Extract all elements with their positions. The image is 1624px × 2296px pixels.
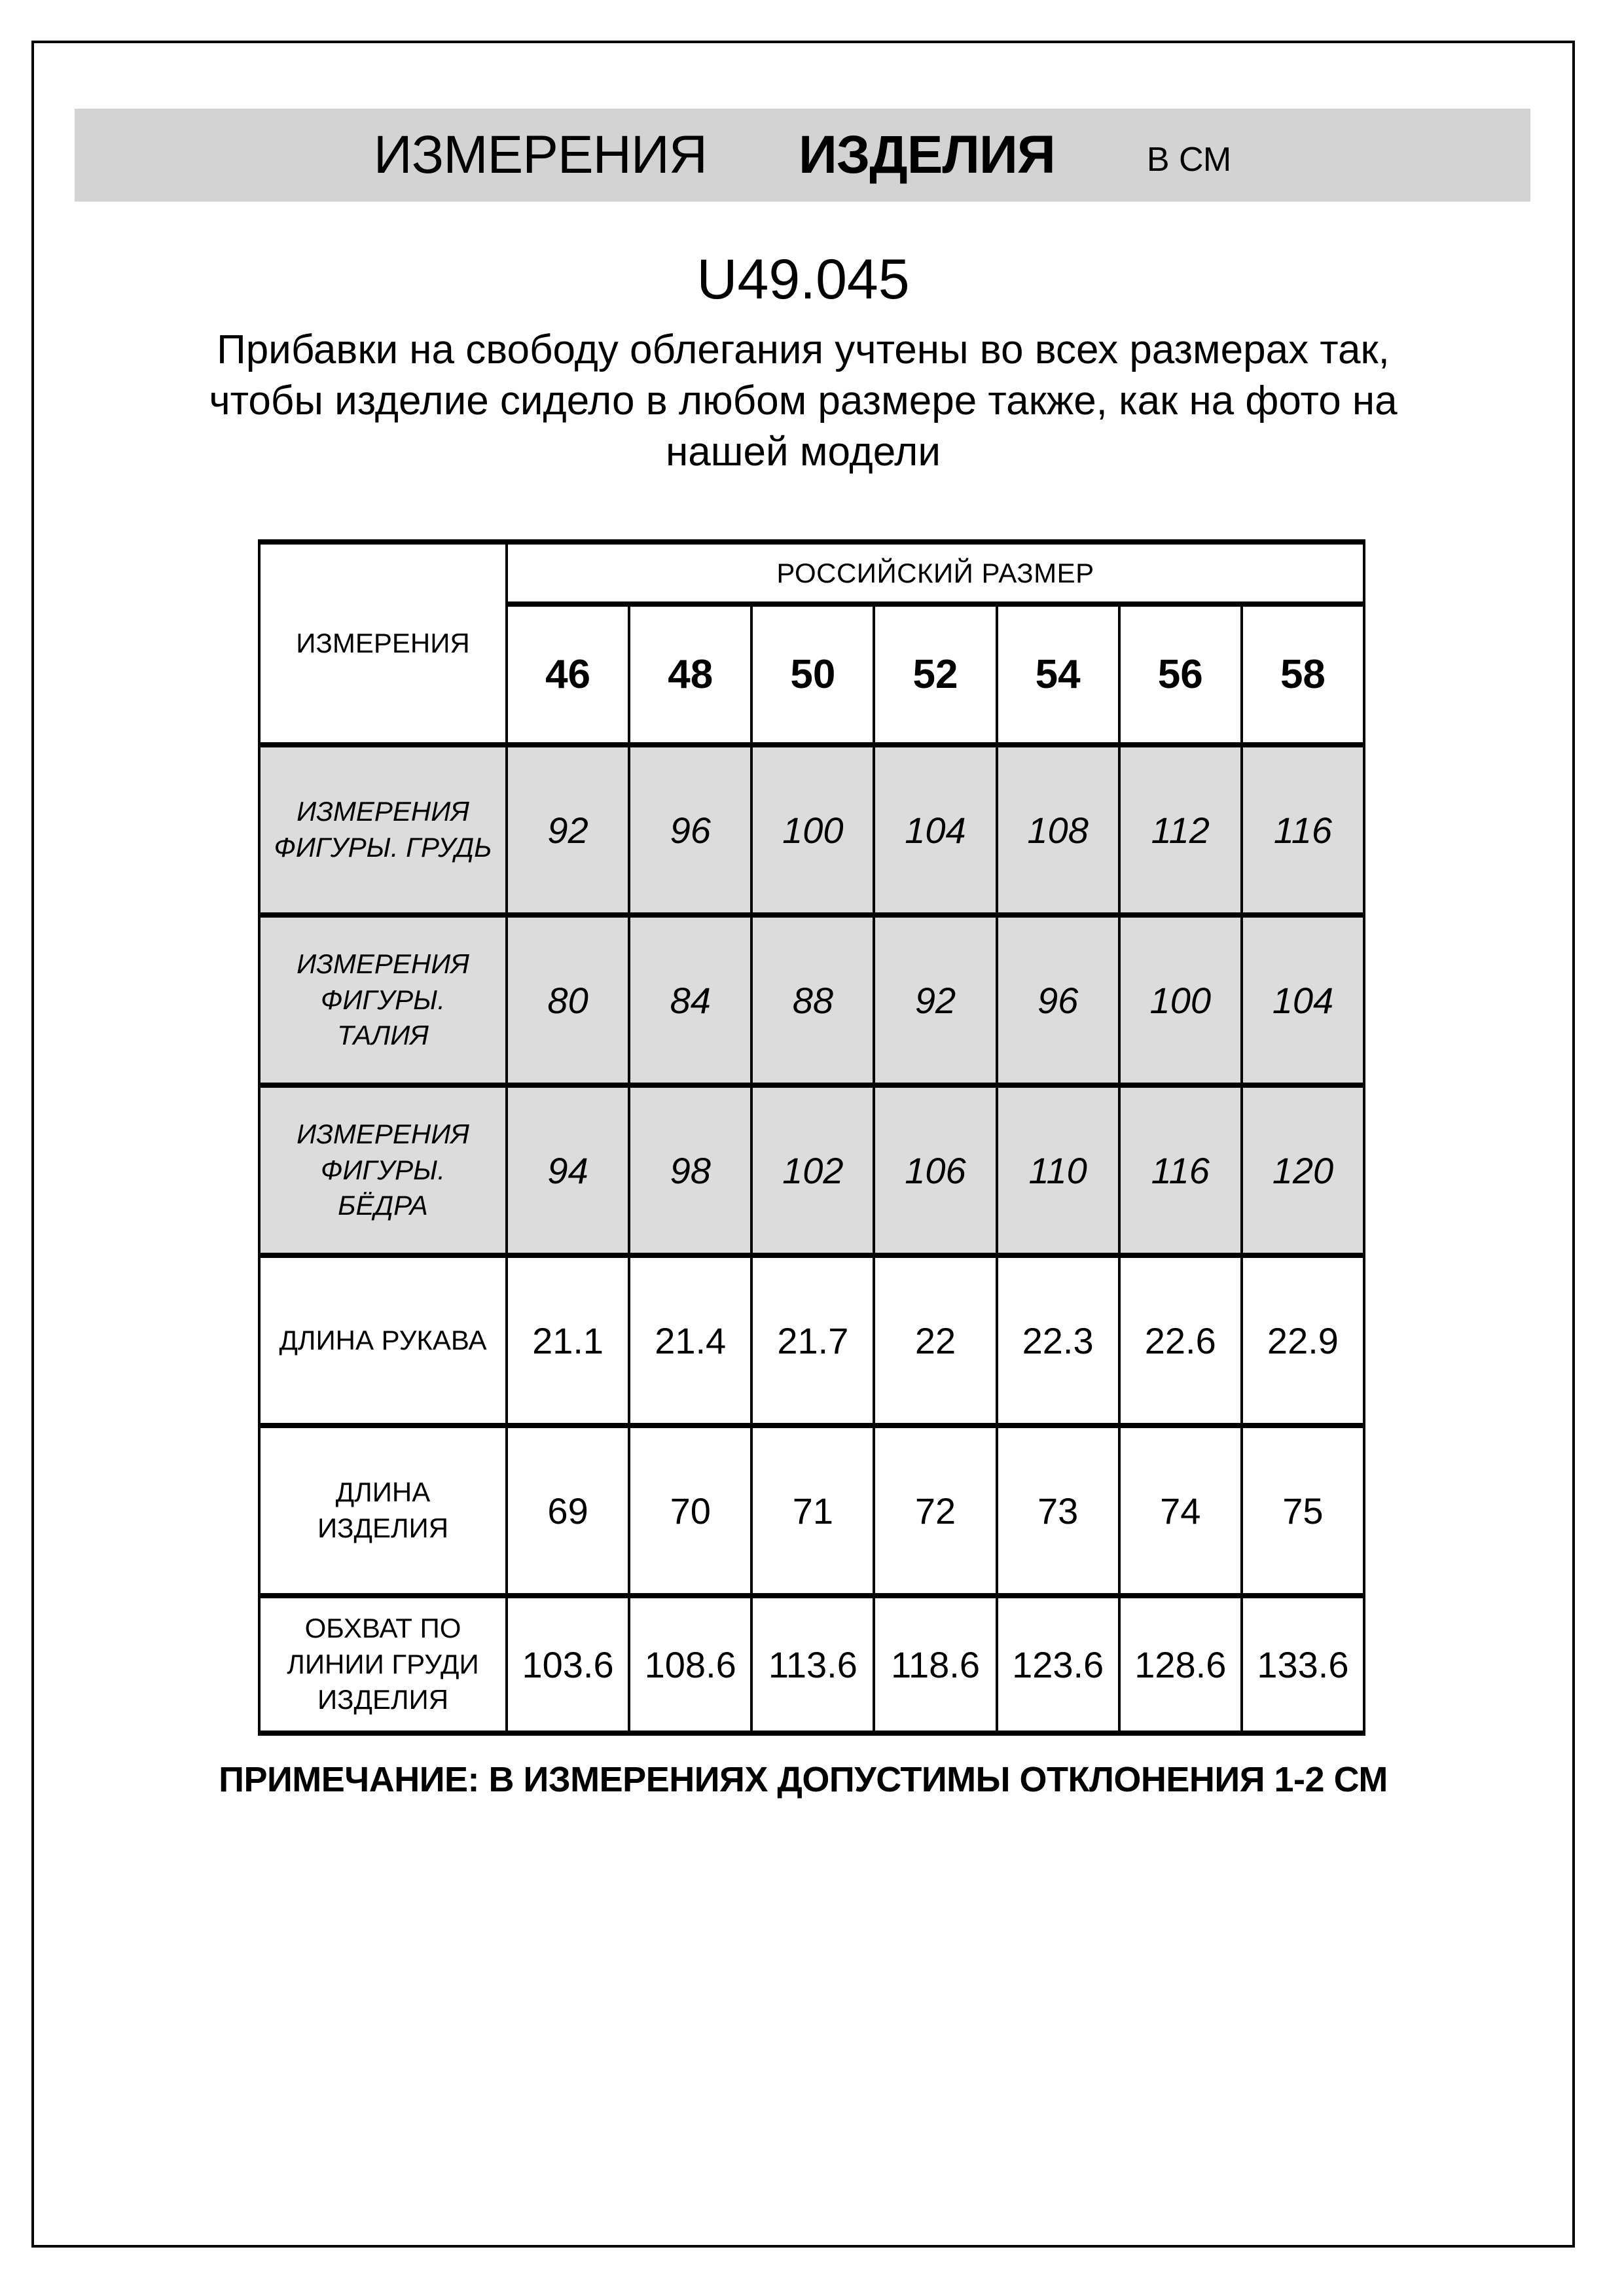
hips-value-58: 120 xyxy=(1242,1085,1364,1255)
waist-value-54: 96 xyxy=(997,915,1119,1085)
girth-value-56: 128.6 xyxy=(1119,1596,1242,1733)
russian-size-header: РОССИЙСКИЙ РАЗМЕР xyxy=(507,542,1364,604)
hips-value-50: 102 xyxy=(751,1085,874,1255)
chest-value-46: 92 xyxy=(507,745,629,915)
size-48: 48 xyxy=(629,604,751,745)
row-label-garment-length: ДЛИНА ИЗДЕЛИЯ xyxy=(259,1426,507,1596)
chest-value-56: 112 xyxy=(1119,745,1242,915)
chest-value-54: 108 xyxy=(997,745,1119,915)
length-value-52: 72 xyxy=(874,1426,996,1596)
length-value-56: 74 xyxy=(1119,1426,1242,1596)
waist-value-52: 92 xyxy=(874,915,996,1085)
hips-value-54: 110 xyxy=(997,1085,1119,1255)
table-row-hips xyxy=(259,1085,1364,1255)
length-value-50: 71 xyxy=(751,1426,874,1596)
table-header-group-row xyxy=(259,542,1364,604)
sleeve-value-54: 22.3 xyxy=(997,1255,1119,1426)
sleeve-value-46: 21.1 xyxy=(507,1255,629,1426)
waist-value-56: 100 xyxy=(1119,915,1242,1085)
girth-value-48: 108.6 xyxy=(629,1596,751,1733)
size-chart-table xyxy=(258,539,1365,1736)
length-value-58: 75 xyxy=(1242,1426,1364,1596)
hips-value-56: 116 xyxy=(1119,1085,1242,1255)
tolerance-note: ПРИМЕЧАНИЕ: В ИЗМЕРЕНИЯХ ДОПУСТИМЫ ОТКЛОНЕНИЯ 1-2 СМ xyxy=(219,1760,1388,1799)
waist-value-58: 104 xyxy=(1242,915,1364,1085)
row-label-chest: ИЗМЕРЕНИЯ ФИГУРЫ. ГРУДЬ xyxy=(259,745,507,915)
size-56: 56 xyxy=(1119,604,1242,745)
page-border xyxy=(31,41,1575,2248)
sleeve-value-58: 22.9 xyxy=(1242,1255,1364,1426)
sleeve-value-48: 21.4 xyxy=(629,1255,751,1426)
row-label-hips: ИЗМЕРЕНИЯ ФИГУРЫ. БЁДРА xyxy=(259,1085,507,1255)
title-word-izmereniya: ИЗМЕРЕНИЯ xyxy=(373,125,707,185)
sleeve-value-50: 21.7 xyxy=(751,1255,874,1426)
length-value-54: 73 xyxy=(997,1426,1119,1596)
size-54: 54 xyxy=(997,604,1119,745)
waist-value-48: 84 xyxy=(629,915,751,1085)
girth-value-54: 123.6 xyxy=(997,1596,1119,1733)
table-row-chest-girth-garment xyxy=(259,1596,1364,1733)
fit-description-line2: чтобы изделие сидело в любом размере также, как на фото на xyxy=(209,378,1398,424)
length-value-46: 69 xyxy=(507,1426,629,1596)
hips-value-48: 98 xyxy=(629,1085,751,1255)
fit-description-line1: Прибавки на свободу облегания учтены во всех размерах так, xyxy=(217,327,1390,372)
table-row-garment-length xyxy=(259,1426,1364,1596)
corner-header-izmereniya: ИЗМЕРЕНИЯ xyxy=(259,542,507,745)
sleeve-value-52: 22 xyxy=(874,1255,996,1426)
title-unit: В СМ xyxy=(1146,141,1232,179)
length-value-48: 70 xyxy=(629,1426,751,1596)
hips-value-52: 106 xyxy=(874,1085,996,1255)
hips-value-46: 94 xyxy=(507,1085,629,1255)
chest-value-50: 100 xyxy=(751,745,874,915)
chest-value-48: 96 xyxy=(629,745,751,915)
chest-value-58: 116 xyxy=(1242,745,1364,915)
table-row-chest xyxy=(259,745,1364,915)
title-word-izdeliya: ИЗДЕЛИЯ xyxy=(798,125,1055,185)
waist-value-46: 80 xyxy=(507,915,629,1085)
table-row-sleeve-length xyxy=(259,1255,1364,1426)
girth-value-50: 113.6 xyxy=(751,1596,874,1733)
girth-value-58: 133.6 xyxy=(1242,1596,1364,1733)
size-52: 52 xyxy=(874,604,996,745)
waist-value-50: 88 xyxy=(751,915,874,1085)
row-label-sleeve-length: ДЛИНА РУКАВА xyxy=(259,1255,507,1426)
girth-value-46: 103.6 xyxy=(507,1596,629,1733)
size-50: 50 xyxy=(751,604,874,745)
product-code: U49.045 xyxy=(696,248,910,311)
row-label-waist: ИЗМЕРЕНИЯ ФИГУРЫ. ТАЛИЯ xyxy=(259,915,507,1085)
fit-description xyxy=(34,325,1572,478)
chest-value-52: 104 xyxy=(874,745,996,915)
title-banner xyxy=(75,109,1530,202)
table-row-waist xyxy=(259,915,1364,1085)
sleeve-value-56: 22.6 xyxy=(1119,1255,1242,1426)
size-46: 46 xyxy=(507,604,629,745)
row-label-chest-girth-garment: ОБХВАТ ПО ЛИНИИ ГРУДИ ИЗДЕЛИЯ xyxy=(259,1596,507,1733)
size-58: 58 xyxy=(1242,604,1364,745)
girth-value-52: 118.6 xyxy=(874,1596,996,1733)
fit-description-line3: нашей модели xyxy=(666,429,941,475)
